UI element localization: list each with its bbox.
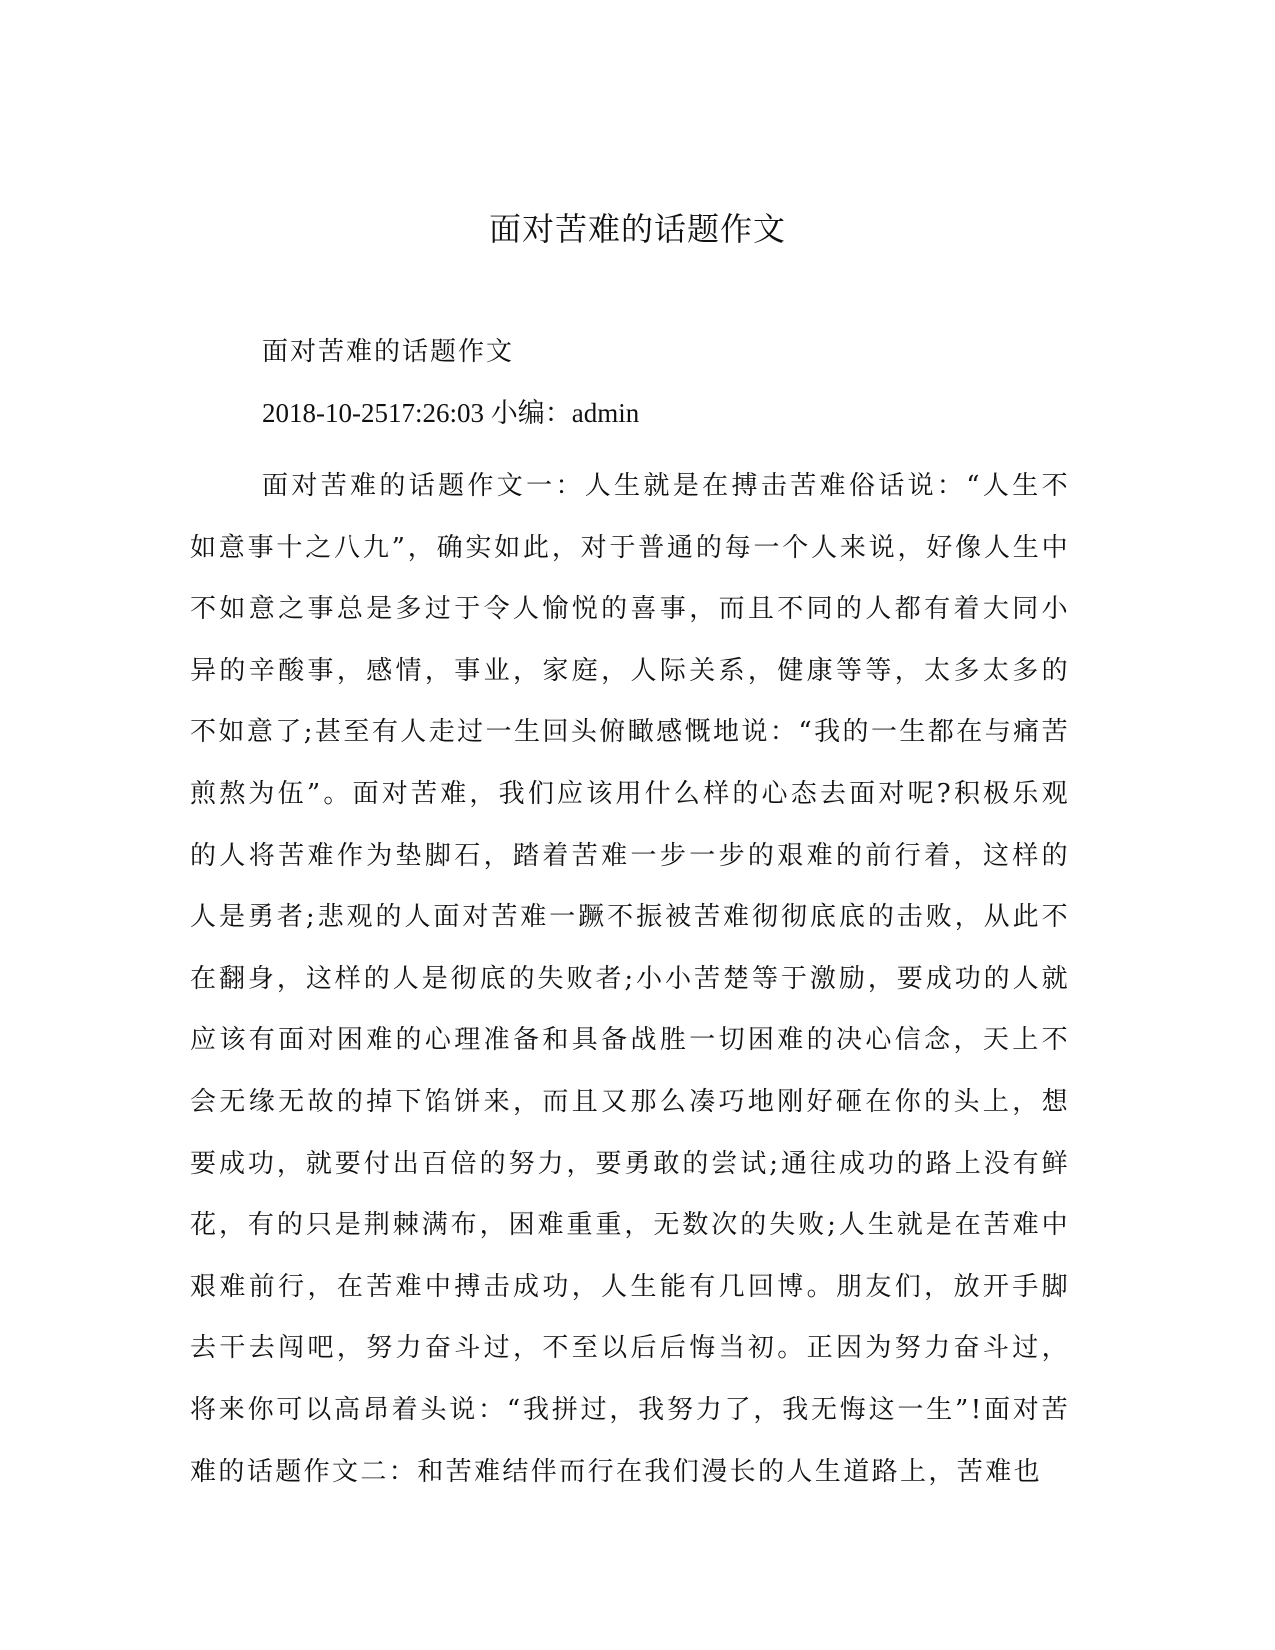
article-meta: 2018-10-2517:26:03 小编：admin bbox=[262, 398, 640, 428]
document-title: 面对苦难的话题作文 bbox=[488, 210, 786, 248]
article-subtitle: 面对苦难的话题作文 bbox=[262, 337, 515, 367]
article-body: 面对苦难的话题作文一：人生就是在搏击苦难俗话说：“人生不如意事十之八九”，确实如此，对于普通的每一个人来说，好像人生中不如意之事总是多过于令人愉悦的喜事，而且不同的人都有着大同小异的辛酸事，感情，事业，家庭，人际关系，健康等等，太多太多的不如意了;甚至有人走过一生回头俯瞰感慨地说：“我的一生都在与痛苦煎熬为伍”。面对苦难，我们应该用什么样的心态去面对呢?积极乐观的人将苦难作为垫脚石，踏着苦难一步一步的艰难的前行着，这样的人是勇者;悲观的人面对苦难一蹶不振被苦难彻彻底底的击败，从此不在翻身，这样的人是彻底的失败者;小小苦楚等于激励，要成功的人就应该有面对困难的心理准备和具备战胜一切困难的决心信念，天上不会无缘无故的掉下馅饼来，而且又那么凑巧地刚好砸在你的头上，想要成功，就要付出百倍的努力，要勇敢的尝试;通往成功的路上没有鲜花，有的只是荆棘满布，困难重重，无数次的失败;人生就是在苦难中艰难前行，在苦难中搏击成功，人生能有几回博。朋友们，放开手脚去干去闯吧，努力奋斗过，不至以后后悔当初。正因为努力奋斗过，将来你可以高昂着头说：“我拼过，我努力了，我无悔这一生”!面对苦难的话题作文二：和苦难结伴而行在我们漫长的人生道路上，苦难也 bbox=[190, 471, 1070, 1487]
